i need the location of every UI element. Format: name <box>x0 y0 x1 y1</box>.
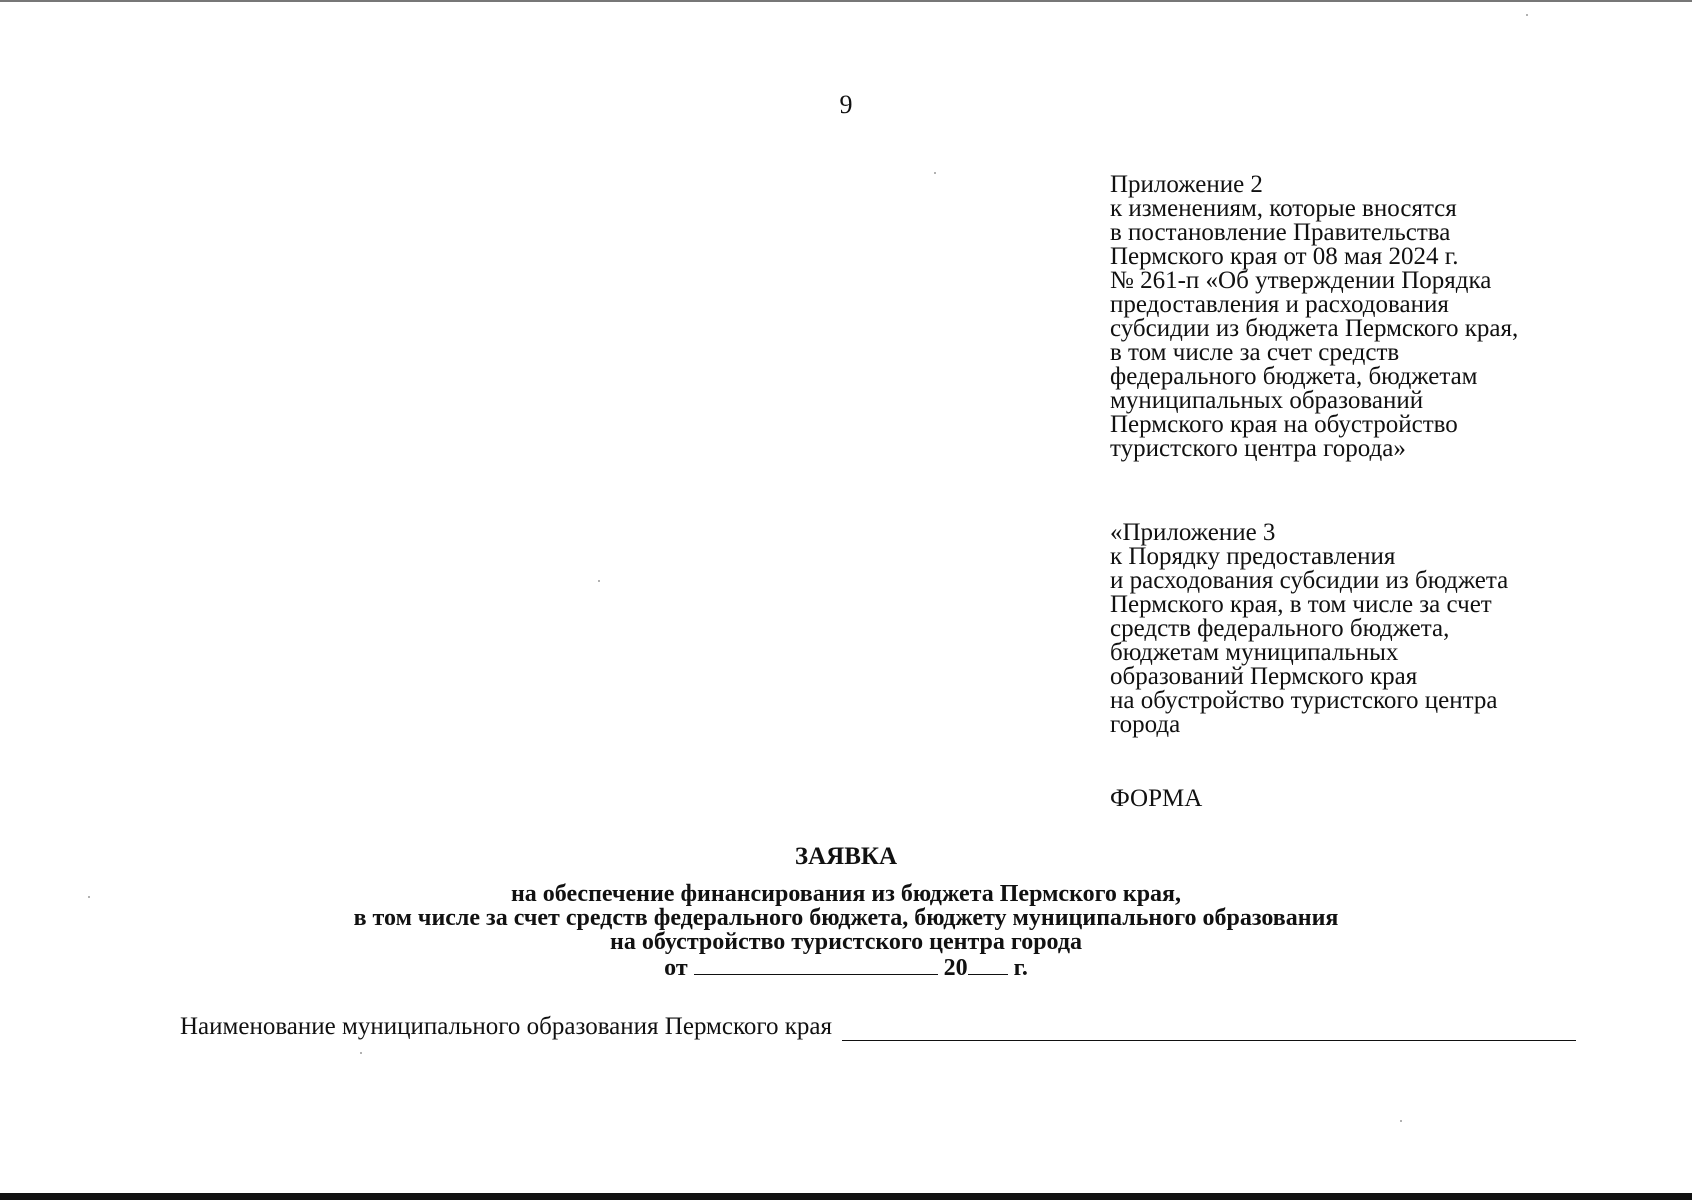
appendix-2-line: в том числе за счет средств <box>1110 339 1400 366</box>
application-subtitle-line: на обустройство туристского центра города <box>609 929 1082 955</box>
application-subtitle-line: в том числе за счет средств федерального бюджета, бюджету муниципального образования <box>353 905 1339 931</box>
appendix-3-line: города <box>1110 711 1181 738</box>
application-subtitle-line: на обеспечение финансирования из бюджета Пермского края, <box>510 881 1182 907</box>
appendix-2-line: субсидии из бюджета Пермского края, <box>1110 315 1519 342</box>
scan-speck <box>1526 14 1528 16</box>
scan-speck <box>360 1052 362 1054</box>
appendix-3-header <box>1110 521 1670 737</box>
appendix-3-line: на обустройство туристского центра <box>1110 687 1498 714</box>
appendix-3-line: образований Пермского края <box>1110 663 1418 690</box>
appendix-3-line: «Приложение 3 <box>1110 519 1276 546</box>
scan-speck <box>88 896 90 898</box>
form-label: ФОРМА <box>1110 785 1203 812</box>
appendix-2-line: № 261-п «Об утверждении Порядка <box>1110 267 1492 294</box>
appendix-3-line: к Порядку предоставления <box>1110 543 1396 570</box>
appendix-2-line: туристского центра города» <box>1110 435 1406 462</box>
appendix-2-line: Приложение 2 <box>1110 171 1263 198</box>
year-blank-field[interactable] <box>968 954 1008 975</box>
appendix-2-line: в постановление Правительства <box>1110 219 1451 246</box>
municipality-name-row <box>180 1013 1576 1041</box>
appendix-2-line: Пермского края на обустройство <box>1110 411 1458 438</box>
date-blank-field[interactable] <box>694 954 938 975</box>
appendix-2-header <box>1110 173 1670 461</box>
appendix-3-line: средств федерального бюджета, <box>1110 615 1450 642</box>
scan-speck <box>598 580 600 582</box>
scan-speck <box>1400 1120 1402 1122</box>
application-subtitle <box>0 882 1692 954</box>
appendix-3-line: и расходования субсидии из бюджета <box>1110 567 1509 594</box>
application-date-line <box>0 954 1692 981</box>
scan-top-edge <box>0 0 1692 2</box>
appendix-2-line: федерального бюджета, бюджетам <box>1110 363 1478 390</box>
application-title: ЗАЯВКА <box>794 843 898 870</box>
scan-bottom-edge <box>0 1193 1692 1200</box>
page-number: 9 <box>839 90 853 119</box>
appendix-2-line: Пермского края от 08 мая 2024 г. <box>1110 243 1459 270</box>
date-suffix: г. <box>1013 955 1028 981</box>
scan-speck <box>934 172 936 174</box>
municipality-name-blank-field[interactable] <box>842 1018 1576 1041</box>
municipality-name-label: Наименование муниципального образования Пермского края <box>180 1013 832 1040</box>
date-year-prefix: 20 <box>943 955 968 981</box>
date-prefix: от <box>664 955 688 981</box>
appendix-3-line: Пермского края, в том числе за счет <box>1110 591 1492 618</box>
appendix-3-line: бюджетам муниципальных <box>1110 639 1399 666</box>
appendix-2-line: к изменениям, которые вносятся <box>1110 195 1457 222</box>
appendix-2-line: предоставления и расходования <box>1110 291 1449 318</box>
appendix-2-line: муниципальных образований <box>1110 387 1424 414</box>
